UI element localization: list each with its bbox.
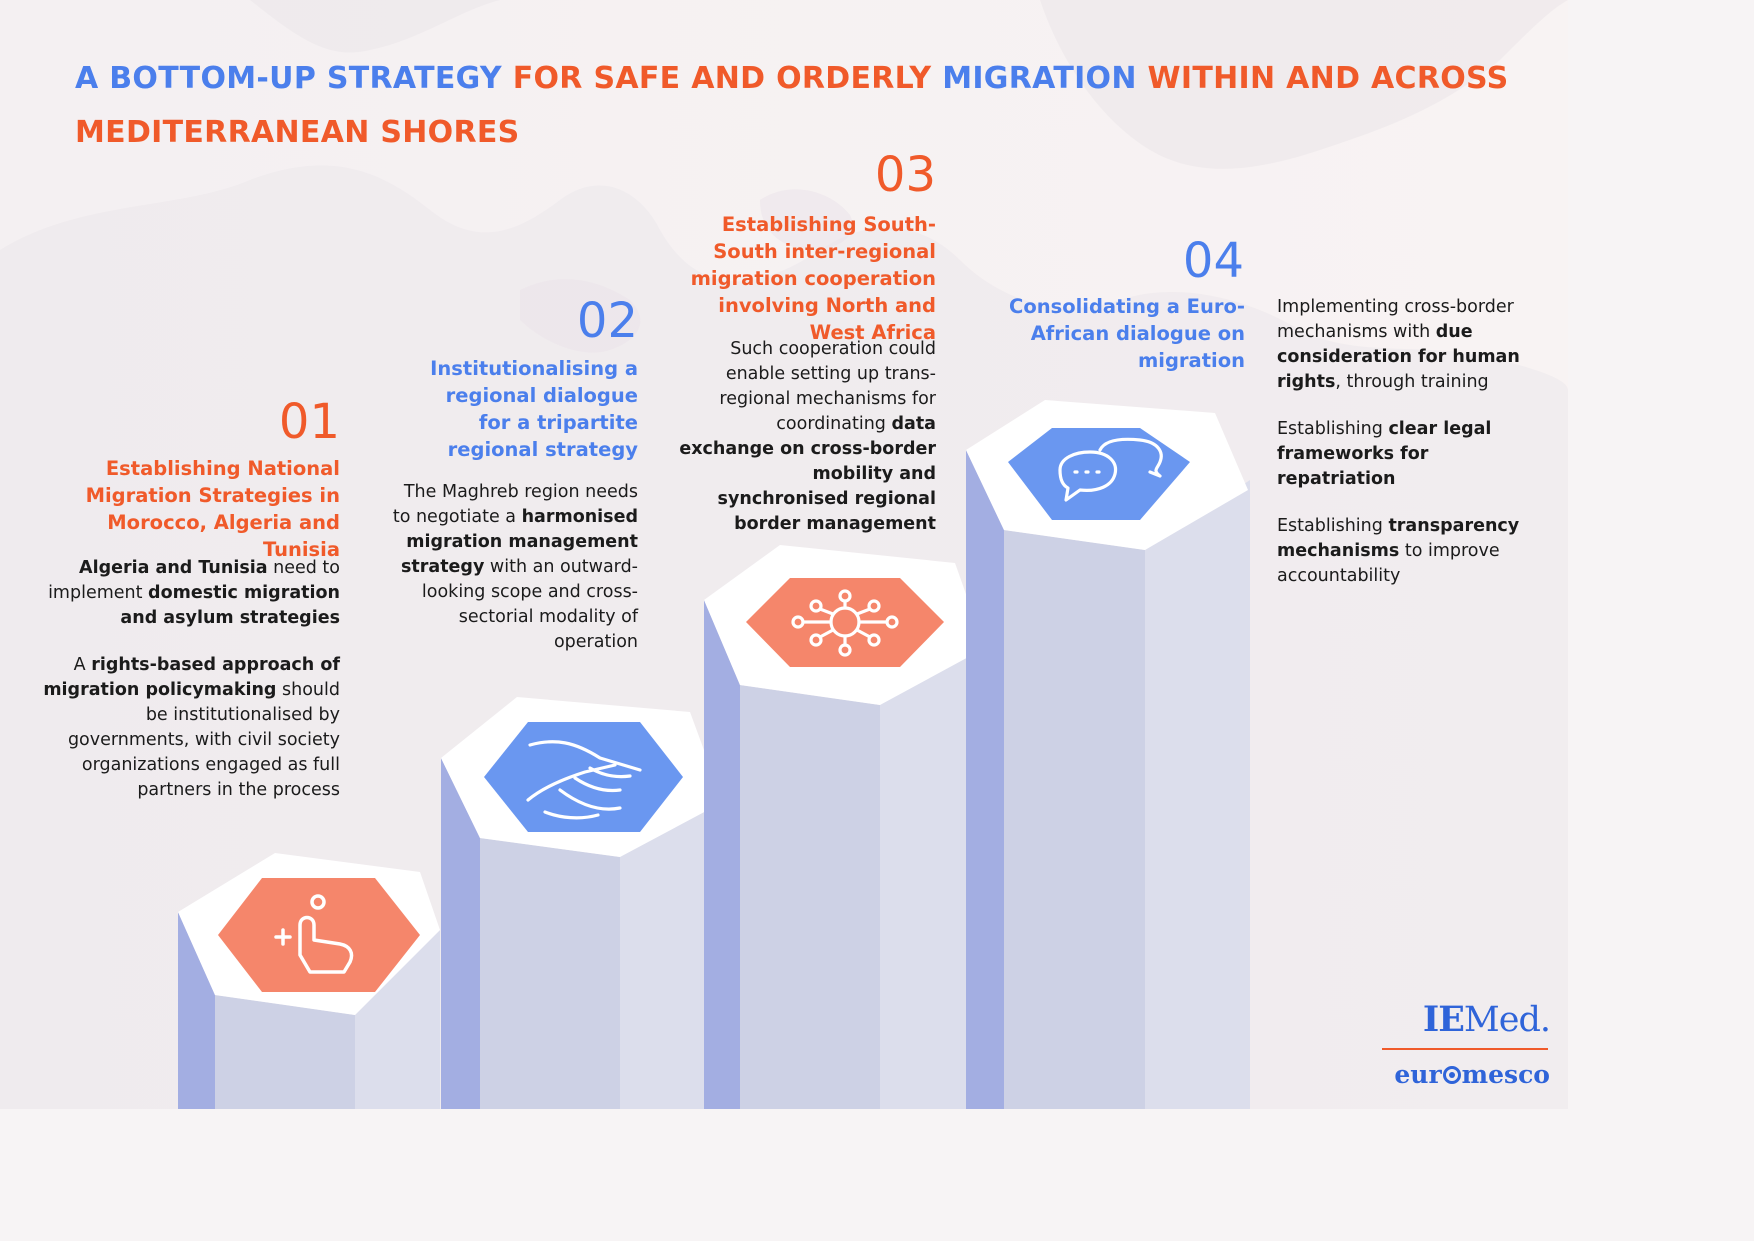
text: Such cooperation could enable setting up trans-regional mechanisms for coordinating (719, 339, 936, 434)
step-01-body (40, 556, 340, 825)
text: need to implement (48, 558, 340, 603)
logo-text: Med. (1463, 1000, 1550, 1040)
emphasis: domestic migration and asylum strategies (120, 583, 340, 628)
step-02-heading: Institutionalising a regional dialogue for a tripartite regional strategy (430, 357, 638, 461)
text: , through training (1335, 372, 1489, 392)
text: with an outward-looking scope and cross-sectorial modality of operation (421, 557, 638, 652)
text: should be institutionalised by governments, with civil society organizations engaged as full partners in the process (67, 680, 340, 800)
step-03-heading: Establishing South-South inter-regional migration cooperation involving North and West Africa (690, 213, 936, 344)
step-03-paragraph (676, 337, 936, 537)
emphasis: clear legal frameworks for repatriation (1277, 419, 1492, 489)
text: Establishing (1277, 516, 1389, 536)
title-segment: MIGRATION (942, 61, 1148, 96)
logo-text: mesco (1461, 1060, 1550, 1089)
step-01-heading: Establishing National Migration Strategies in Morocco, Algeria and Tunisia (85, 457, 340, 561)
step-04-paragraph (1277, 295, 1547, 395)
iemed-logo (1380, 998, 1550, 1042)
emphasis: harmonised migration management strategy (400, 507, 638, 577)
text: The Maghreb region needs to negotiate a (392, 482, 638, 527)
step-03-body (676, 337, 936, 559)
step-01-paragraph (40, 653, 340, 803)
title-segment: WITHIN AND ACROSS MEDITERRANEAN SHORES (75, 61, 1509, 150)
title-segment: FOR SAFE AND ORDERLY (512, 61, 943, 96)
step-04-heading: Consolidating a Euro-African dialogue on migration (1009, 295, 1245, 372)
page-title (75, 52, 1515, 160)
emphasis: Algeria and Tunisia (79, 558, 268, 578)
logo-divider (1382, 1048, 1548, 1050)
emphasis: transparency mechanisms (1277, 516, 1520, 561)
emphasis: rights-based approach of migration policymaking (43, 655, 340, 700)
emphasis: due consideration for human rights (1277, 322, 1520, 392)
text: to improve accountability (1277, 541, 1500, 586)
text: A (73, 655, 92, 675)
logo-text: eur (1394, 1060, 1442, 1089)
step-04-paragraph (1277, 514, 1547, 589)
step-02-paragraph (388, 480, 638, 655)
step-01-number: 01 (278, 394, 340, 450)
step-04-paragraph (1277, 417, 1547, 492)
euromesco-logo (1380, 1055, 1550, 1095)
step-02-number: 02 (576, 293, 638, 349)
step-02-body (388, 480, 638, 677)
step-01-paragraph (40, 556, 340, 631)
euromesco-o-icon (1443, 1066, 1461, 1084)
step-03-number: 03 (874, 147, 936, 203)
logo-text: IE (1422, 999, 1464, 1040)
title-segment: A BOTTOM-UP STRATEGY (75, 61, 513, 96)
text: Implementing cross-border mechanisms with (1277, 297, 1514, 342)
emphasis: data exchange on cross-border mobility and synchronised regional border management (679, 414, 936, 534)
text: Establishing (1277, 419, 1389, 439)
step-04-body (1277, 295, 1547, 611)
step-04-number: 04 (1182, 233, 1244, 289)
